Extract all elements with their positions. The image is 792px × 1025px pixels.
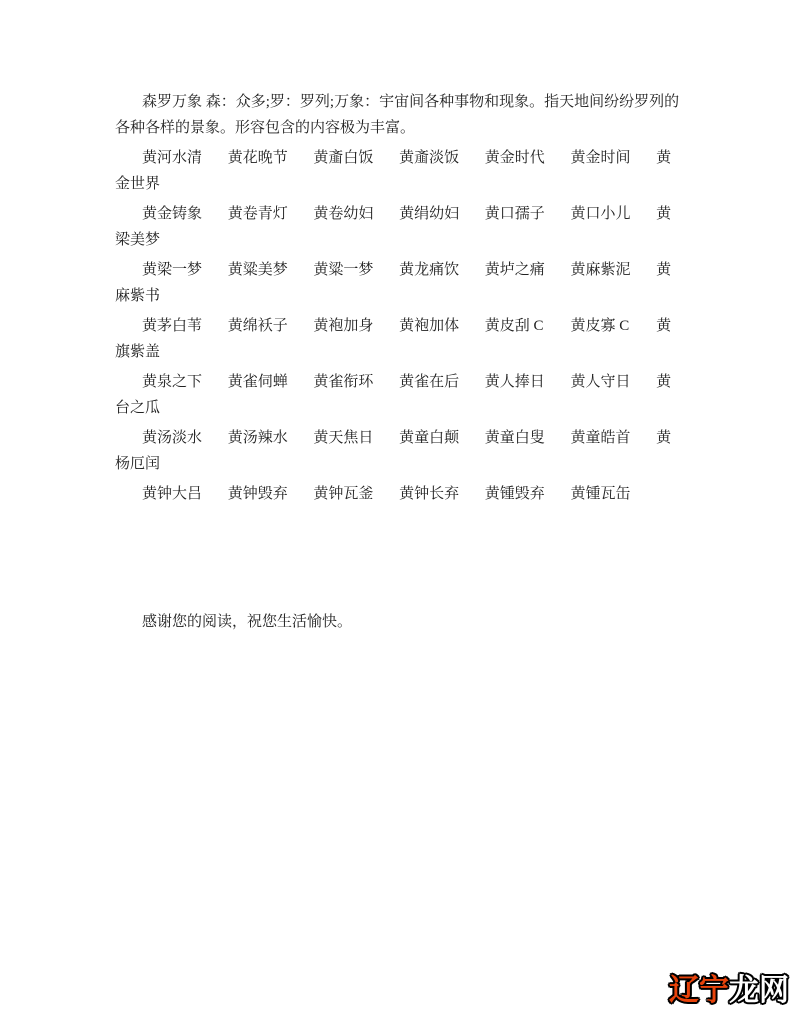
idiom: 黄钟瓦釜 [313, 486, 374, 502]
idiom-row [115, 369, 676, 421]
idiom: 黄梁一梦 [142, 262, 203, 278]
idiom: 黄皮寡 C [570, 318, 630, 334]
idiom: 黄麻紫泥 [570, 262, 631, 278]
idiom: 黄泉之下 [142, 374, 203, 390]
idiom: 旗紫盖 [115, 344, 161, 360]
idiom-row [115, 257, 676, 309]
idiom-line [115, 227, 676, 253]
idiom-row [115, 481, 676, 507]
idiom: 黄 [656, 206, 672, 222]
idiom: 黄绵袄子 [227, 318, 288, 334]
idiom: 黄童白叟 [484, 430, 545, 446]
idiom: 黄齑淡饭 [399, 150, 460, 166]
idiom: 黄河水清 [142, 150, 203, 166]
idiom: 黄金时代 [484, 150, 545, 166]
idiom: 黄钟毁弃 [227, 486, 288, 502]
intro-line-1: 森罗万象 森：众多;罗：罗列;万象：宇宙间各种事物和现象。指天地间纷纷罗列的 [142, 94, 680, 110]
idiom: 黄天焦日 [313, 430, 374, 446]
idiom: 黄钟长弃 [399, 486, 460, 502]
idiom: 黄金时间 [570, 150, 631, 166]
idiom: 黄粱美梦 [227, 262, 288, 278]
watermark-text-primary: 辽宁 [669, 974, 729, 1007]
idiom: 黄卷幼妇 [313, 206, 374, 222]
idiom: 黄皮刮 C [484, 318, 544, 334]
idiom: 黄 [656, 262, 672, 278]
idiom-line [115, 451, 676, 477]
idiom: 黄卷青灯 [227, 206, 288, 222]
idiom-line [115, 313, 676, 339]
idiom-line [115, 481, 676, 507]
idiom: 黄雀在后 [399, 374, 460, 390]
closing-note: 感谢您的阅读，祝您生活愉快。 [142, 614, 353, 630]
idiom: 黄绢幼妇 [399, 206, 460, 222]
idiom-row [115, 313, 676, 365]
idiom-row [115, 201, 676, 253]
idiom-row [115, 425, 676, 477]
idiom: 黄袍加身 [313, 318, 374, 334]
idiom: 黄童白颠 [399, 430, 460, 446]
idiom: 金世界 [115, 176, 161, 192]
intro-paragraph [115, 89, 680, 141]
intro-line-2: 各种各样的景象。形容包含的内容极为丰富。 [115, 120, 416, 136]
idiom-line [115, 369, 676, 395]
idiom: 麻紫书 [115, 288, 161, 304]
idiom: 黄锺瓦缶 [570, 486, 631, 502]
idiom: 黄 [656, 430, 672, 446]
idiom: 黄 [656, 374, 672, 390]
idiom-list [115, 145, 676, 507]
idiom: 黄人捧日 [484, 374, 545, 390]
idiom: 黄钟大吕 [142, 486, 203, 502]
idiom: 黄童皓首 [570, 430, 631, 446]
idiom: 黄花晚节 [227, 150, 288, 166]
idiom: 黄人守日 [570, 374, 631, 390]
idiom: 杨厄闰 [115, 456, 161, 472]
idiom: 黄茅白苇 [142, 318, 203, 334]
idiom-row [115, 145, 676, 197]
site-watermark-logo [669, 973, 789, 1009]
idiom: 黄口孺子 [484, 206, 545, 222]
idiom-line [115, 339, 676, 365]
idiom: 黄齑白饭 [313, 150, 374, 166]
idiom: 黄袍加体 [399, 318, 460, 334]
idiom: 黄 [656, 318, 672, 334]
idiom-line [115, 425, 676, 451]
idiom: 台之瓜 [115, 400, 161, 416]
idiom: 黄粱一梦 [313, 262, 374, 278]
idiom-line [115, 171, 676, 197]
idiom-line [115, 283, 676, 309]
idiom: 黄雀伺蝉 [227, 374, 288, 390]
idiom-line [115, 145, 676, 171]
idiom: 黄 [656, 150, 672, 166]
idiom: 黄龙痛饮 [399, 262, 460, 278]
idiom: 梁美梦 [115, 232, 161, 248]
idiom: 黄锺毁弃 [484, 486, 545, 502]
idiom: 黄口小儿 [570, 206, 631, 222]
idiom: 黄金铸象 [142, 206, 203, 222]
idiom: 黄雀衔环 [313, 374, 374, 390]
watermark-text-secondary: 龙网 [729, 974, 789, 1007]
idiom-line [115, 257, 676, 283]
idiom: 黄垆之痛 [484, 262, 545, 278]
idiom-line [115, 395, 676, 421]
idiom: 黄汤淡水 [142, 430, 203, 446]
idiom-line [115, 201, 676, 227]
idiom: 黄汤辣水 [227, 430, 288, 446]
